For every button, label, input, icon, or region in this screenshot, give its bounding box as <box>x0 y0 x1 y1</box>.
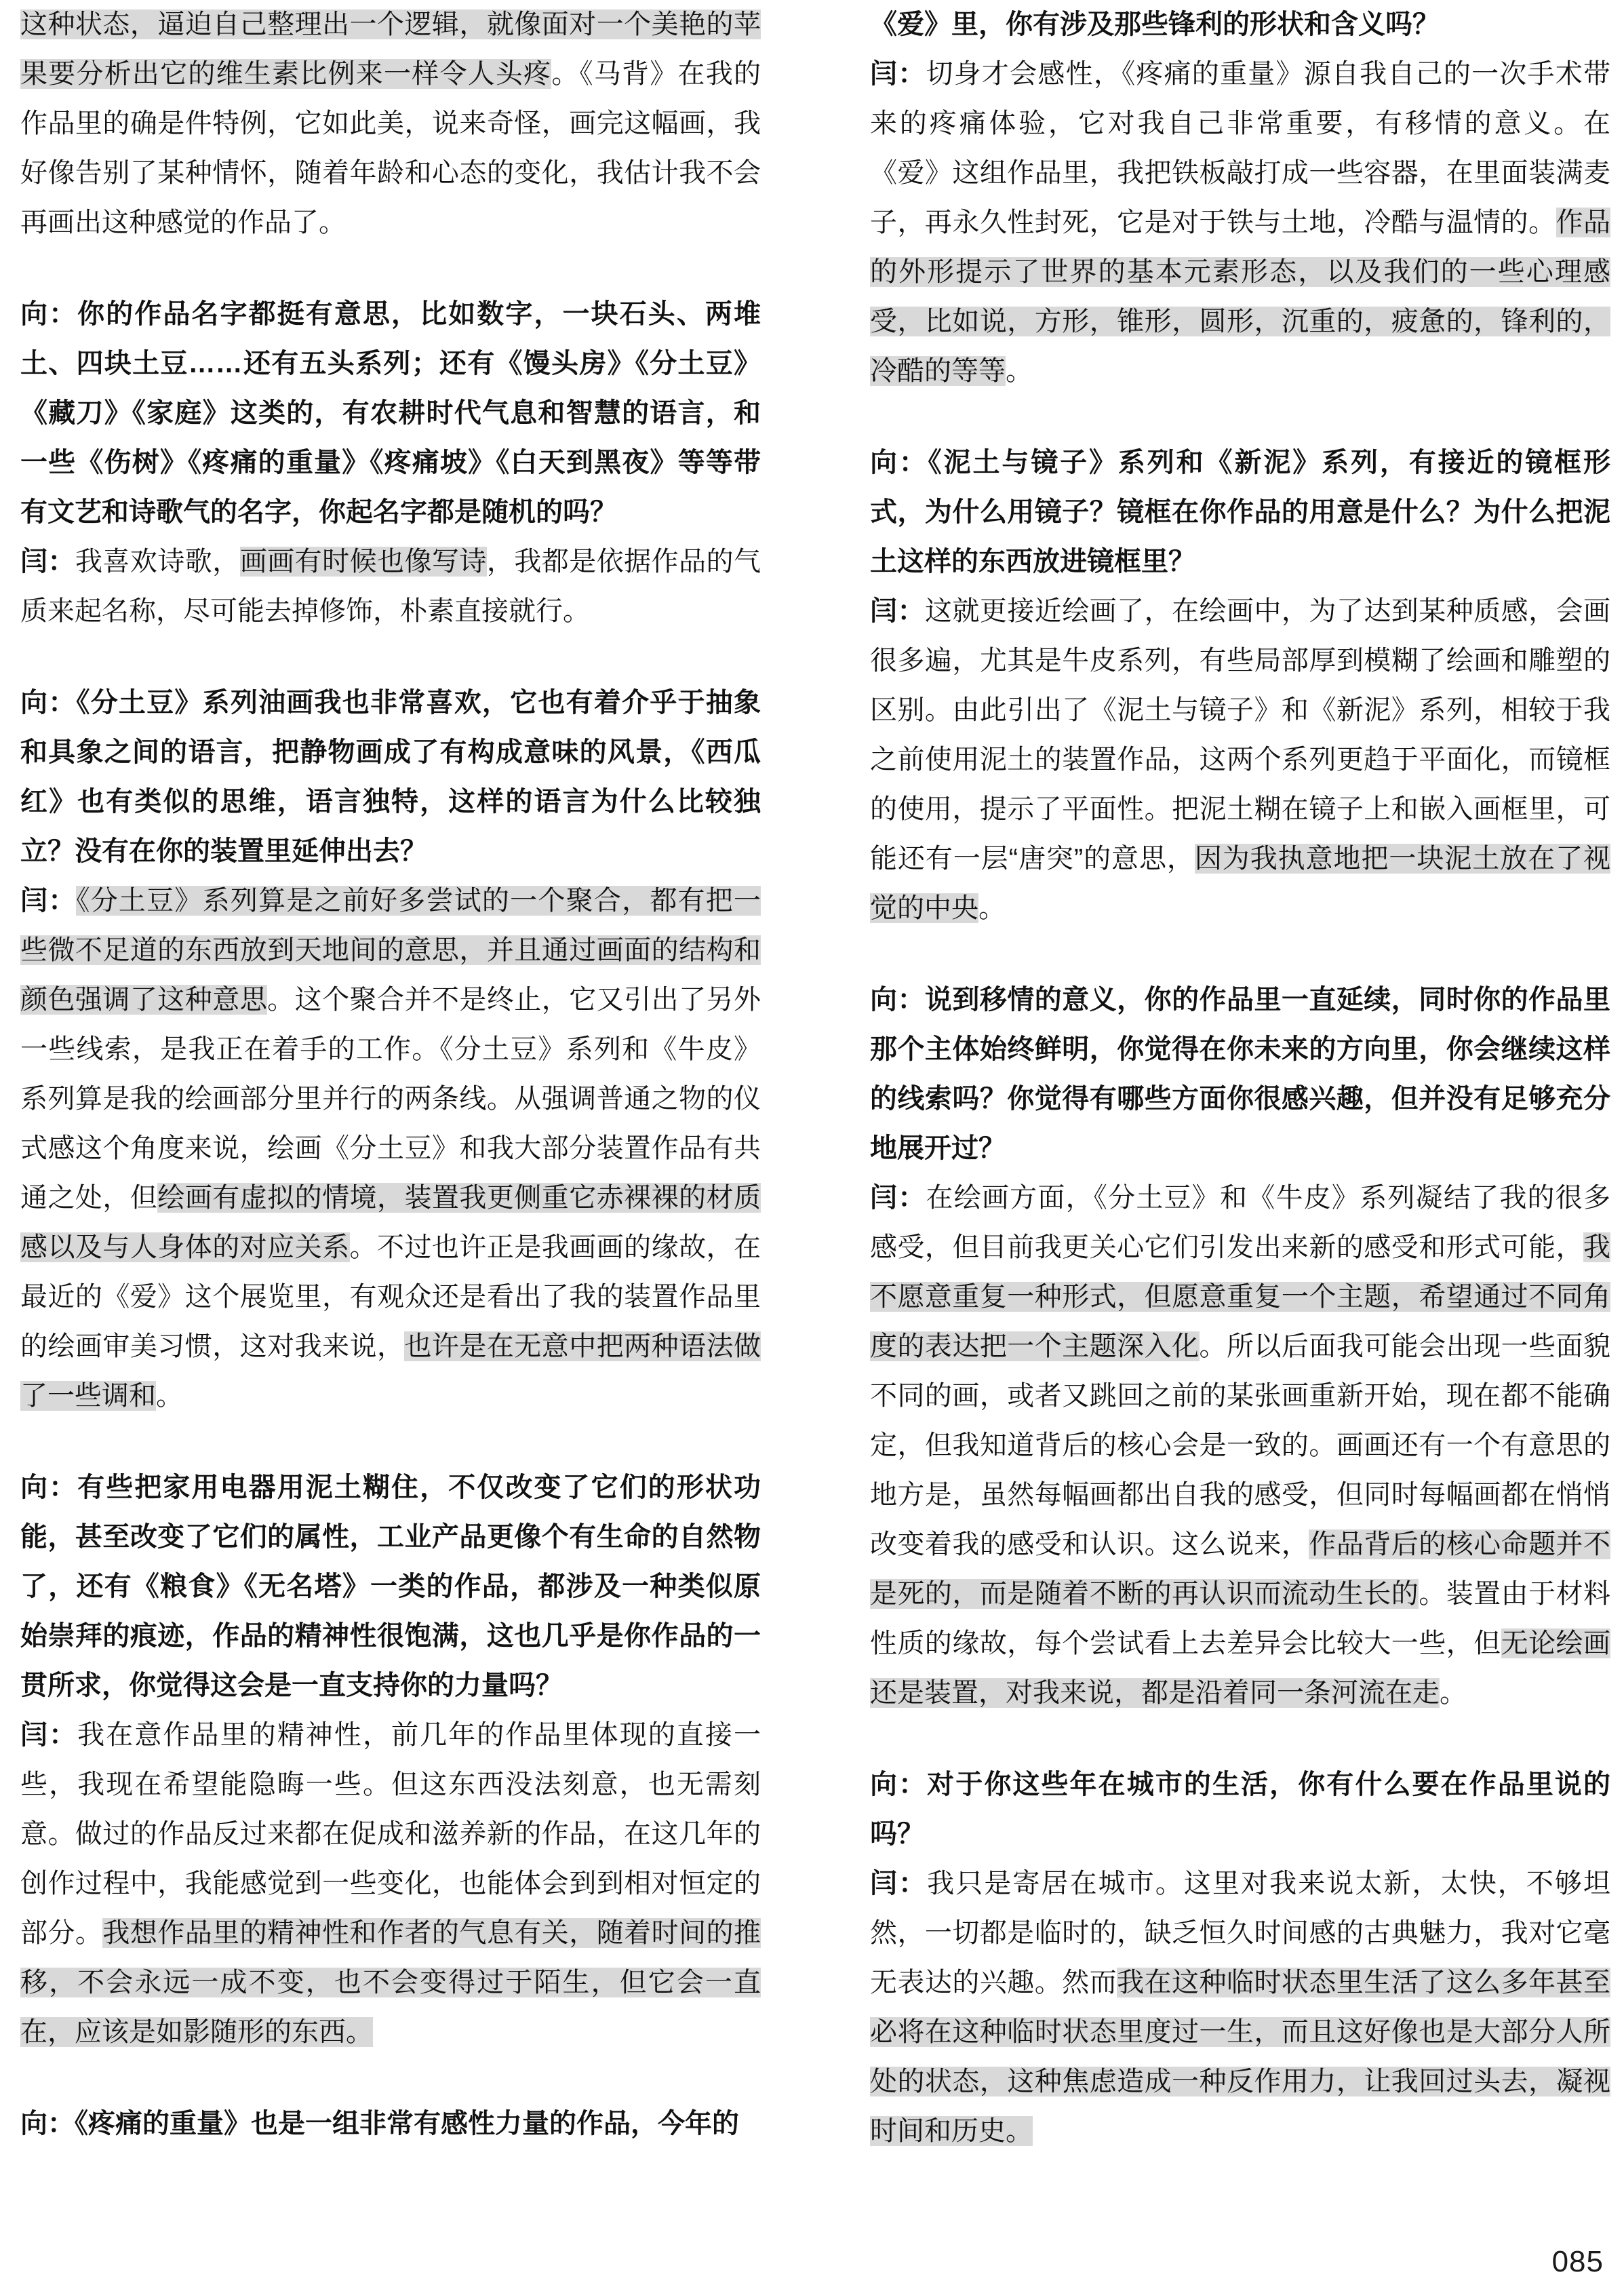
speaker-label: 闫： <box>870 59 926 89</box>
interviewer-question-paragraph <box>870 1760 1610 1859</box>
speaker-label: 闫： <box>20 886 77 916</box>
artist-answer-paragraph <box>20 1711 761 2057</box>
left-text-column <box>20 0 761 2149</box>
text-segment: 向：《泥土与镜子》系列和《新泥》系列，有接近的镜框形式，为什么用镜子？镜框在你作品的用意是什么？为什么把泥土这样的东西放进镜框里？ <box>870 448 1610 577</box>
speaker-label: 闫： <box>870 1869 928 1898</box>
text-segment: 我只是寄居在城市。这里对我来说太新，太快，不够坦然，一切都是临时的，缺乏恒久时间感的古典魅力，我对它毫无表达的兴趣。然而 <box>870 1869 1611 1997</box>
artist-answer-paragraph <box>870 587 1610 933</box>
artist-answer-paragraph <box>870 50 1610 396</box>
highlighted-text-segment: 我想作品里的精神性和作者的气息有关，随着时间的推移，不会永远一成不变，也不会变得过于陌生，但它会一直在，应该是如影随形的东西。 <box>20 1918 761 2047</box>
text-segment: 。不过也许正是我画画的缘故，在最近的《爱》这个展览里，有观众还是看出了我的装置作品里的绘画审美习惯，这对我来说， <box>20 1232 761 1361</box>
highlighted-text-segment: 因为我执意地把一块泥土放在了视觉的中央 <box>870 844 1611 923</box>
highlighted-text-segment: 我不愿意重复一种形式，但愿意重复一个主题，希望通过不同角度的表达把一个主题深入化 <box>870 1232 1610 1361</box>
text-segment: 向：《分土豆》系列油画我也非常喜欢，它也有着介乎于抽象和具象之间的语言，把静物画成了有构成意味的风景，《西瓜红》也有类似的思维，语言独特，这样的语言为什么比较独立？没有在你的装置里延伸出去？ <box>20 688 761 866</box>
artist-answer-paragraph <box>870 1173 1610 1718</box>
text-segment: ，我都是依据作品的气质来起名称，尽可能去掉修饰，朴素直接就行。 <box>20 547 761 626</box>
interviewer-question-paragraph <box>20 2099 761 2149</box>
artist-answer-paragraph <box>20 537 761 636</box>
artist-answer-paragraph <box>870 1859 1610 2156</box>
text-segment: 。 <box>978 893 1006 923</box>
text-segment: 。 <box>156 1381 183 1411</box>
highlighted-text-segment: 无论绘画还是装置，对我来说，都是沿着同一条河流在走 <box>870 1628 1611 1708</box>
text-segment: 向：有些把家用电器用泥土糊住，不仅改变了它们的形状功能，甚至改变了它们的属性，工业产品更像个有生命的自然物了，还有《粮食》《无名塔》一类的作品，都涉及一种类似原始崇拜的痕迹，作品的精神性很饱满，这也几乎是你作品的一贯所求，你觉得这会是一直支持你的力量吗？ <box>20 1472 761 1700</box>
text-segment: 。这个聚合并不是终止，它又引出了另外一些线索，是我正在着手的工作。《分土豆》系列和《牛皮》系列算是我的绘画部分里并行的两条线。从强调普通之物的仪式感这个角度来说，绘画《分土豆》和我大部分装置作品有共通之处，但 <box>20 985 761 1213</box>
text-segment: 。 <box>1006 356 1033 386</box>
text-segment: 这就更接近绘画了，在绘画中，为了达到某种质感，会画很多遍，尤其是牛皮系列，有些局部厚到模糊了绘画和雕塑的区别。由此引出了《泥土与镜子》和《新泥》系列，相较于我之前使用泥土的装置作品，这两个系列更趋于平面化，而镜框的使用，提示了平面性。把泥土糊在镜子上和嵌入画框里，可能还有一层“唐突”的意思， <box>870 596 1611 874</box>
highlighted-text-segment: 作品的外形提示了世界的基本元素形态，以及我们的一些心理感受，比如说，方形，锥形，圆形，沉重的，疲惫的，锋利的，冷酷的等等 <box>870 208 1611 386</box>
text-segment: 向：对于你这些年在城市的生活，你有什么要在作品里说的吗？ <box>870 1770 1610 1849</box>
text-segment: 切身才会感性，《疼痛的重量》源自我自己的一次手术带来的疼痛体验，它对我自己非常重要，有移情的意义。在《爱》这组作品里，我把铁板敲打成一些容器，在里面装满麦子，再永久性封死，它是对于铁与土地，冷酷与温情的。 <box>870 59 1611 237</box>
artist-answer-paragraph <box>20 876 761 1421</box>
text-segment: 。 <box>1440 1678 1467 1708</box>
right-text-column <box>870 0 1610 2156</box>
interviewer-question-paragraph <box>870 975 1610 1173</box>
text-segment: 向：《疼痛的重量》也是一组非常有感性力量的作品，今年的 <box>20 2109 739 2139</box>
highlighted-text-segment: 《分土豆》系列算是之前好多尝试的一个聚合，都有把一些微不足道的东西放到天地间的意思，并且通过画面的结构和颜色强调了这种意思 <box>20 886 761 1015</box>
text-segment: 。装置由于材料性质的缘故，每个尝试看上去差异会比较大一些，但 <box>870 1579 1611 1658</box>
text-segment: 我在意作品里的精神性，前几年的作品里体现的直接一些，我现在希望能隐晦一些。但这东西没法刻意，也无需刻意。做过的作品反过来都在促成和滋养新的作品，在这几年的创作过程中，我能感觉到一些变化，也能体会到到相对恒定的部分。 <box>20 1720 761 1948</box>
page-number: 085 <box>1551 2245 1604 2278</box>
text-segment: 我喜欢诗歌， <box>75 547 240 577</box>
text-segment: 。所以后面我可能会出现一些面貌不同的画，或者又跳回之前的某张画重新开始，现在都不能确定，但我知道背后的核心会是一致的。画画还有一个有意思的地方是，虽然每幅画都出自我的感受，但同时每幅画都在悄悄改变着我的感受和认识。这么说来， <box>870 1331 1611 1559</box>
highlighted-text-segment: 这种状态，逼迫自己整理出一个逻辑，就像面对一个美艳的苹果要分析出它的维生素比例来一样令人头疼 <box>20 9 761 89</box>
highlighted-text-segment: 作品背后的核心命题并不是死的，而是随着不断的再认识而流动生长的 <box>870 1529 1611 1609</box>
highlighted-text-segment: 画画有时候也像写诗 <box>239 547 487 577</box>
speaker-label: 闫： <box>20 547 75 577</box>
interviewer-question-paragraph <box>20 1463 761 1711</box>
interviewer-question-paragraph <box>20 678 761 876</box>
speaker-label: 闫： <box>870 596 925 626</box>
highlighted-text-segment: 也许是在无意中把两种语法做了一些调和 <box>20 1331 761 1411</box>
highlighted-text-segment: 我在这种临时状态里生活了这么多年甚至必将在这种临时状态里度过一生，而且这好像也是大部分人所处的状态，这种焦虑造成一种反作用力，让我回过头去，凝视时间和历史。 <box>870 1968 1611 2146</box>
text-segment: 。《马背》在我的作品里的确是件特例，它如此美，说来奇怪，画完这幅画，我好像告别了某种情怀，随着年龄和心态的变化，我估计我不会再画出这种感觉的作品了。 <box>20 59 761 237</box>
speaker-label: 闫： <box>20 1720 78 1750</box>
interviewer-question-paragraph <box>870 0 1610 50</box>
highlighted-text-segment: 绘画有虚拟的情境，装置我更侧重它赤裸裸的材质感以及与人身体的对应关系 <box>20 1183 761 1262</box>
text-segment: 在绘画方面，《分土豆》和《牛皮》系列凝结了我的很多感受，但目前我更关心它们引发出来新的感受和形式可能， <box>870 1183 1611 1262</box>
text-segment: 向：说到移情的意义，你的作品里一直延续，同时你的作品里那个主体始终鲜明，你觉得在你未来的方向里，你会继续这样的线索吗？你觉得有哪些方面你很感兴趣，但并没有足够充分地展开过？ <box>870 985 1610 1163</box>
text-segment: 《爱》里，你有涉及那些锋利的形状和含义吗？ <box>870 9 1440 39</box>
text-segment: 向：你的作品名字都挺有意思，比如数字，一块石头、两堆土、四块土豆……还有五头系列；还有《馒头房》《分土豆》《藏刀》《家庭》这类的，有农耕时代气息和智慧的语言，和一些《伤树》《疼痛的重量》《疼痛坡》《白天到黑夜》等等带有文艺和诗歌气的名字，你起名字都是随机的吗？ <box>20 299 761 527</box>
interviewer-question-paragraph <box>870 438 1610 587</box>
speaker-label: 闫： <box>870 1183 926 1213</box>
interviewer-question-paragraph <box>20 290 761 537</box>
artist-answer-paragraph <box>20 0 761 248</box>
